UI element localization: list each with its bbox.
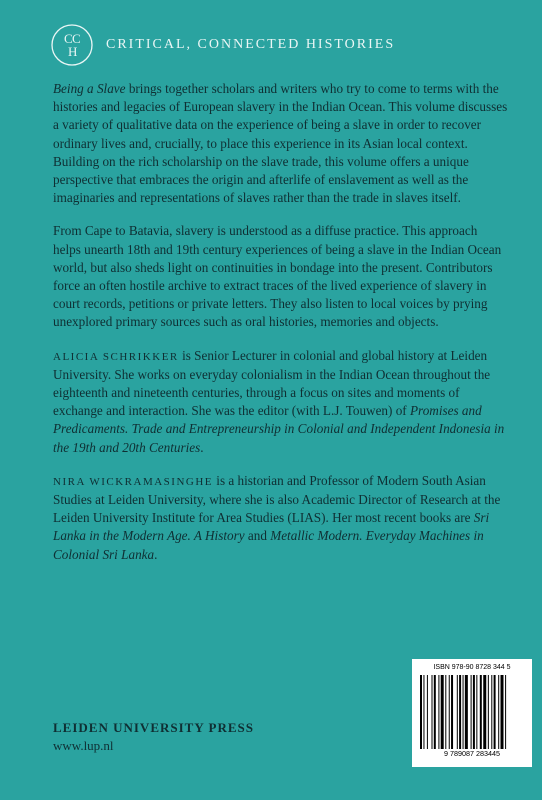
isbn-barcode-box — [412, 659, 532, 767]
barcode-bar — [505, 675, 506, 749]
barcode-bar — [465, 675, 468, 749]
barcode-digits: 9 789087 283445 — [444, 749, 500, 758]
author-bio-wickramasinghe — [53, 472, 508, 564]
svg-text:C: C — [72, 31, 81, 46]
barcode-bar — [441, 675, 444, 749]
bio2-end: . — [154, 546, 158, 562]
author-name-schrikker: ALICIA SCHRIKKER — [53, 350, 179, 363]
barcode-bar — [434, 675, 436, 749]
barcode-bar — [459, 675, 461, 749]
svg-text:C: C — [64, 31, 73, 46]
bio1-book-title: Promises and Predicaments. Trade and Entrepreneurship in Colonial and Independent Indonesia in the 19th and 20th Centuries — [53, 403, 505, 455]
series-title: CRITICAL, CONNECTED HISTORIES — [106, 37, 396, 52]
intro-paragraph — [53, 80, 508, 207]
author-bio-schrikker — [53, 347, 508, 457]
barcode-bar — [473, 675, 475, 749]
bio1-text: is Senior Lecturer in colonial and global history at Leiden University. She works on everyday colonialism in the Indian Ocean throughout the eighteenth and nineteenth centuries, through a focus on sites and moments of exchange and interaction. She was the editor (with L.J. Touwen) of — [53, 347, 491, 419]
barcode-bar — [488, 675, 489, 749]
bio2-book2-title: Metallic Modern. Everyday Machines in Colonial Sri Lanka — [53, 528, 484, 562]
barcode-bar — [432, 675, 433, 749]
barcode-bar — [494, 675, 496, 749]
barcode-bar — [483, 675, 486, 749]
bio2-connector: and — [244, 528, 271, 544]
publisher-footer — [53, 719, 254, 755]
barcode-bar — [427, 675, 428, 749]
second-paragraph — [53, 222, 508, 331]
barcode-icon — [418, 675, 526, 749]
barcode-bar — [438, 675, 439, 749]
barcode-bar — [420, 675, 422, 749]
barcode-bar — [451, 675, 453, 749]
isbn-label: ISBN 978-90 8728 344 5 — [433, 664, 511, 671]
barcode-bar — [501, 675, 504, 749]
barcode-bar — [445, 675, 446, 749]
intro-text: brings together scholars and writers who try to come to terms with the histories and legacies of European slavery in the Indian Ocean. This volume discusses a variety of qualitative data on the experience of being a slave in order to recover ordinary lives and, crucially, to place this experience in its Asian local context. Building on the rich scholarship on the slave trade, this volume offers a unique perspective that embraces the origin and afterlife of enslavement as well as the imaginaries and representations of slaves rather than the trade in slaves itself. — [53, 81, 508, 206]
barcode-bar — [457, 675, 458, 749]
svg-text:H: H — [68, 44, 78, 59]
author-name-wickramasinghe: NIRA WICKRAMASINGHE — [53, 475, 213, 488]
barcode-bar — [498, 675, 499, 749]
publisher-url: www.lup.nl — [53, 738, 114, 753]
second-text: From Cape to Batavia, slavery is understood as a diffuse practice. This approach helps unearth 18th and 19th century experiences of being a slave in the Indian Ocean world, but also sheds light on continuities in bondage into the present. Contributors force an often hostile archive to extract traces of the lived experience of slavery in court records, petitions or private letters. They also listen to local voices by prying unexplored primary sources such as oral histories, memories and objects. — [53, 223, 502, 330]
series-header — [50, 22, 522, 68]
barcode-bar — [449, 675, 450, 749]
cch-logo-icon — [50, 23, 94, 67]
barcode-bar — [463, 675, 464, 749]
back-cover-text — [53, 80, 508, 579]
barcode-bar — [471, 675, 472, 749]
barcode-bar — [491, 675, 492, 749]
barcode-bar — [423, 675, 424, 749]
publisher-name: LEIDEN UNIVERSITY PRESS — [53, 720, 254, 735]
book-title-italic: Being a Slave — [53, 81, 126, 96]
bio1-end: . — [200, 439, 204, 455]
bio2-text: is a historian and Professor of Modern South Asian Studies at Leiden University, where she is also Academic Director of Research at the Leiden University Institute for Area Studies (LIAS). Her most recent books are — [53, 472, 501, 526]
bio2-book1-title: Sri Lanka in the Modern Age. A History — [53, 510, 490, 544]
barcode-bar — [476, 675, 477, 749]
barcode-bar — [480, 675, 482, 749]
